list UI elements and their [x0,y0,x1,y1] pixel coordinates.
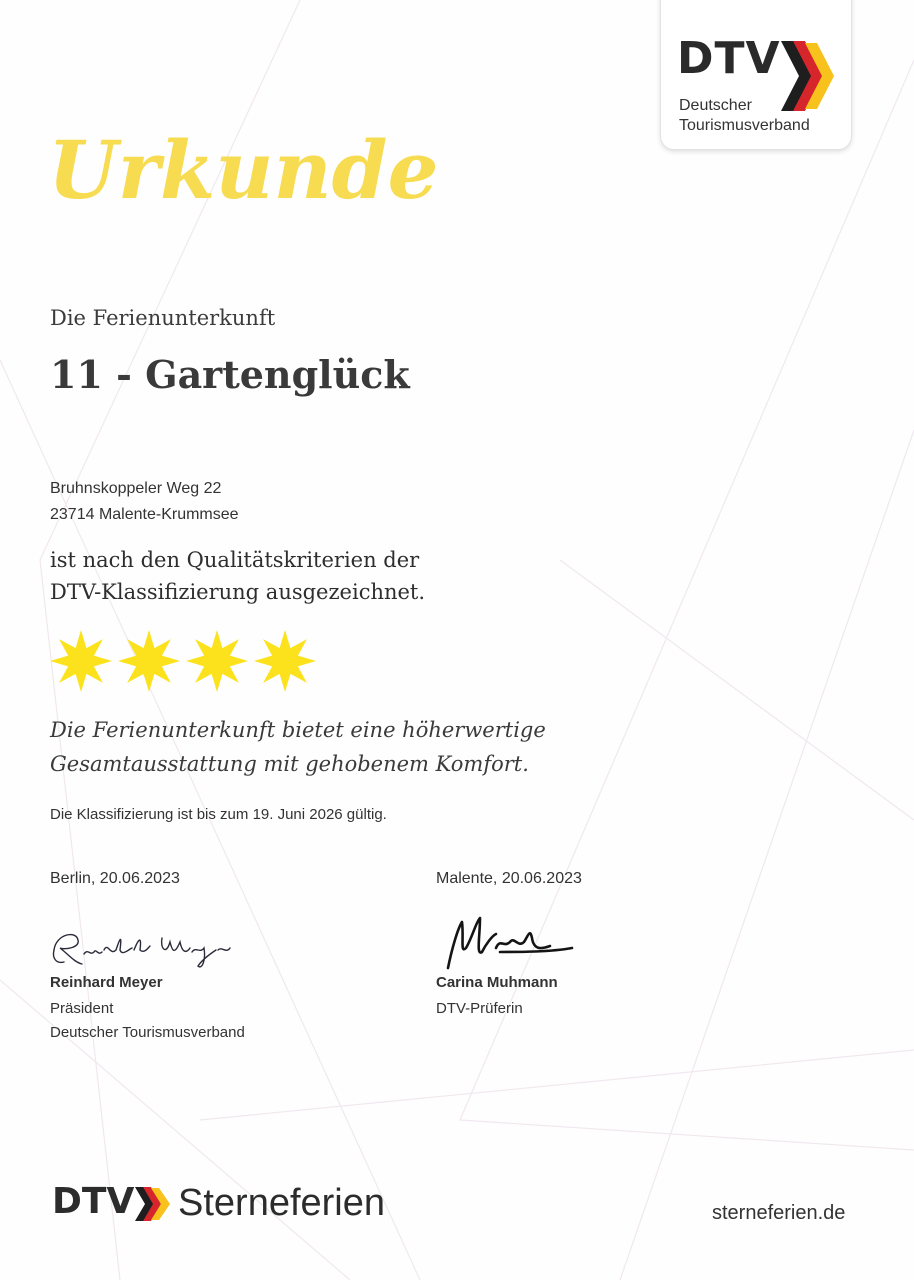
quality-statement-line-1: ist nach den Qualitätskriterien der [50,548,420,572]
quality-statement-line-2: DTV-Klassifizierung ausgezeichnet. [50,580,426,604]
signer-role-right: DTV-Prüferin [436,1000,523,1017]
property-name: 11 - Gartenglück [50,352,410,397]
description-line-2: Gesamtausstattung mit gehobenem Komfort. [50,752,529,776]
signature-reinhard-meyer [46,920,246,972]
certificate-title: Urkunde [48,123,439,217]
dtv-chevron-icon [779,39,835,113]
dtv-logo-text: DTV [677,33,781,84]
star-icon [50,630,112,692]
validity-text: Die Klassifizierung ist bis zum 19. Juni 2026 gültig. [50,806,387,823]
star-icon [118,630,180,692]
footer-chevron-icon [134,1186,172,1222]
place-date-left: Berlin, 20.06.2023 [50,870,180,887]
footer-dtv-text: DTV [52,1181,135,1222]
address-city: 23714 Malente-Krummsee [50,506,239,523]
badge-line-1: Deutscher [679,97,752,114]
footer-url[interactable]: sterneferien.de [712,1202,846,1224]
signer-name-right: Carina Muhmann [436,974,558,991]
badge-line-2: Tourismusverband [679,117,810,134]
signer-organization-left: Deutscher Tourismusverband [50,1024,245,1041]
star-icon [254,630,316,692]
star-rating [48,628,318,694]
footer-brand-text: Sterneferien [178,1182,386,1224]
description-line-1: Die Ferienunterkunft bietet eine höherwertige [50,718,546,742]
intro-text: Die Ferienunterkunft [50,306,276,330]
dtv-badge [660,0,852,150]
signature-carina-muhmann [440,908,580,978]
signer-role-left: Präsident [50,1000,114,1017]
signer-name-left: Reinhard Meyer [50,974,163,991]
address-street: Bruhnskoppeler Weg 22 [50,480,222,497]
star-icon [186,630,248,692]
place-date-right: Malente, 20.06.2023 [436,870,582,887]
